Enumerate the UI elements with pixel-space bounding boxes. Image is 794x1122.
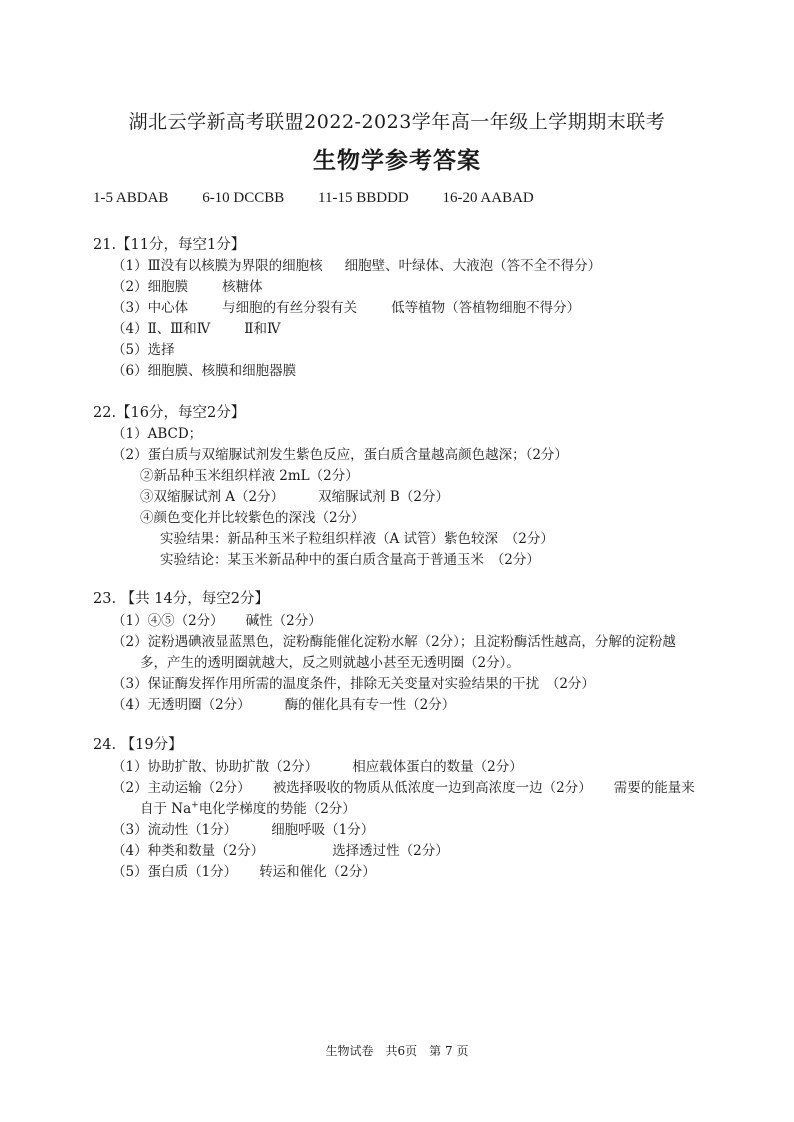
answer-key-title: 生物学参考答案 xyxy=(313,148,481,174)
q24-line-1: （1）协助扩散、协助扩散（2分） 相应载体蛋白的数量（2分） xyxy=(112,759,523,775)
q21-line-5: （5）选择 xyxy=(112,342,175,358)
q22-line-2: （2）蛋白质与双缩脲试剂发生紫色反应，蛋白质含量越高颜色越深；（2分） xyxy=(112,447,568,463)
mc-group: 1-5 ABDAB xyxy=(93,190,169,206)
q22-line-6: 实验结果：新品种玉米子粒组织样液（A 试管）紫色较深 （2分） xyxy=(160,531,554,547)
q23-line-2b: 多，产生的透明圈就越大，反之则就越小甚至无透明圈（2分）。 xyxy=(140,655,520,671)
q24-line-5: （5）蛋白质（1分） 转运和催化（2分） xyxy=(112,864,376,880)
q23-line-4: （4）无透明圈（2分） 酶的催化具有专一性（2分） xyxy=(112,697,456,713)
q24-line-2: （2）主动运输（2分） 被选择吸收的物质从低浓度一边到高浓度一边（2分） 需要的能量来 xyxy=(112,780,695,796)
q22-line-3: ②新品种玉米组织样液 2mL（2分） xyxy=(140,468,359,484)
page-footer: 生物试卷 共6页 第 7 页 xyxy=(325,1044,469,1058)
q21-line-1: （1）Ⅲ没有以核膜为界限的细胞核 细胞壁、叶绿体、大液泡（答不全不得分） xyxy=(112,258,602,274)
q21-line-4: （4）Ⅱ、Ⅲ和Ⅳ Ⅱ和Ⅳ xyxy=(112,321,281,337)
q21-heading: 21.【11分，每空1分】 xyxy=(93,237,246,253)
exam-title: 湖北云学新高考联盟2022-2023学年高一年级上学期期末联考 xyxy=(128,111,666,133)
q23-heading: 23. 【共 14分，每空2分】 xyxy=(93,591,269,607)
q24-line-4: （4）种类和数量（2分） 选择透过性（2分） xyxy=(112,843,449,859)
q21-line-6: （6）细胞膜、核膜和细胞器膜 xyxy=(112,363,297,379)
mc-group: 11-15 BBDDD xyxy=(318,190,409,206)
q24-heading: 24. 【19分】 xyxy=(93,737,183,753)
q23-line-2: （2）淀粉遇碘液显蓝黑色，淀粉酶能催化淀粉水解（2分）；且淀粉酶活性越高，分解的淀粉越 xyxy=(112,634,676,650)
multiple-choice-answers xyxy=(93,190,564,207)
q22-line-5: ④颜色变化并比较紫色的深浅（2分） xyxy=(140,510,365,526)
q24-line-2b: 自于 Na+电化学梯度的势能（2分） xyxy=(140,800,356,817)
q23-line-3: （3）保证酶发挥作用所需的温度条件，排除无关变量对实验结果的干扰 （2分） xyxy=(112,676,595,692)
mc-group: 6-10 DCCBB xyxy=(202,190,285,206)
q22-line-4: ③双缩脲试剂 A（2分） 双缩脲试剂 B（2分） xyxy=(140,489,449,505)
q23-line-1: （1）④⑤（2分） 碱性（2分） xyxy=(112,613,322,629)
mc-group: 16-20 AABAD xyxy=(442,190,534,206)
q22-heading: 22.【16分，每空2分】 xyxy=(93,405,246,421)
q21-line-3: （3）中心体 与细胞的有丝分裂有关 低等植物（答植物细胞不得分） xyxy=(112,300,581,316)
q24-line-3: （3）流动性（1分） 细胞呼吸（1分） xyxy=(112,822,375,838)
q22-line-1: （1）ABCD； xyxy=(112,426,203,442)
q22-line-7: 实验结论：某玉米新品种中的蛋白质含量高于普通玉米 （2分） xyxy=(160,552,540,568)
q21-line-2: （2）细胞膜 核糖体 xyxy=(112,279,263,295)
